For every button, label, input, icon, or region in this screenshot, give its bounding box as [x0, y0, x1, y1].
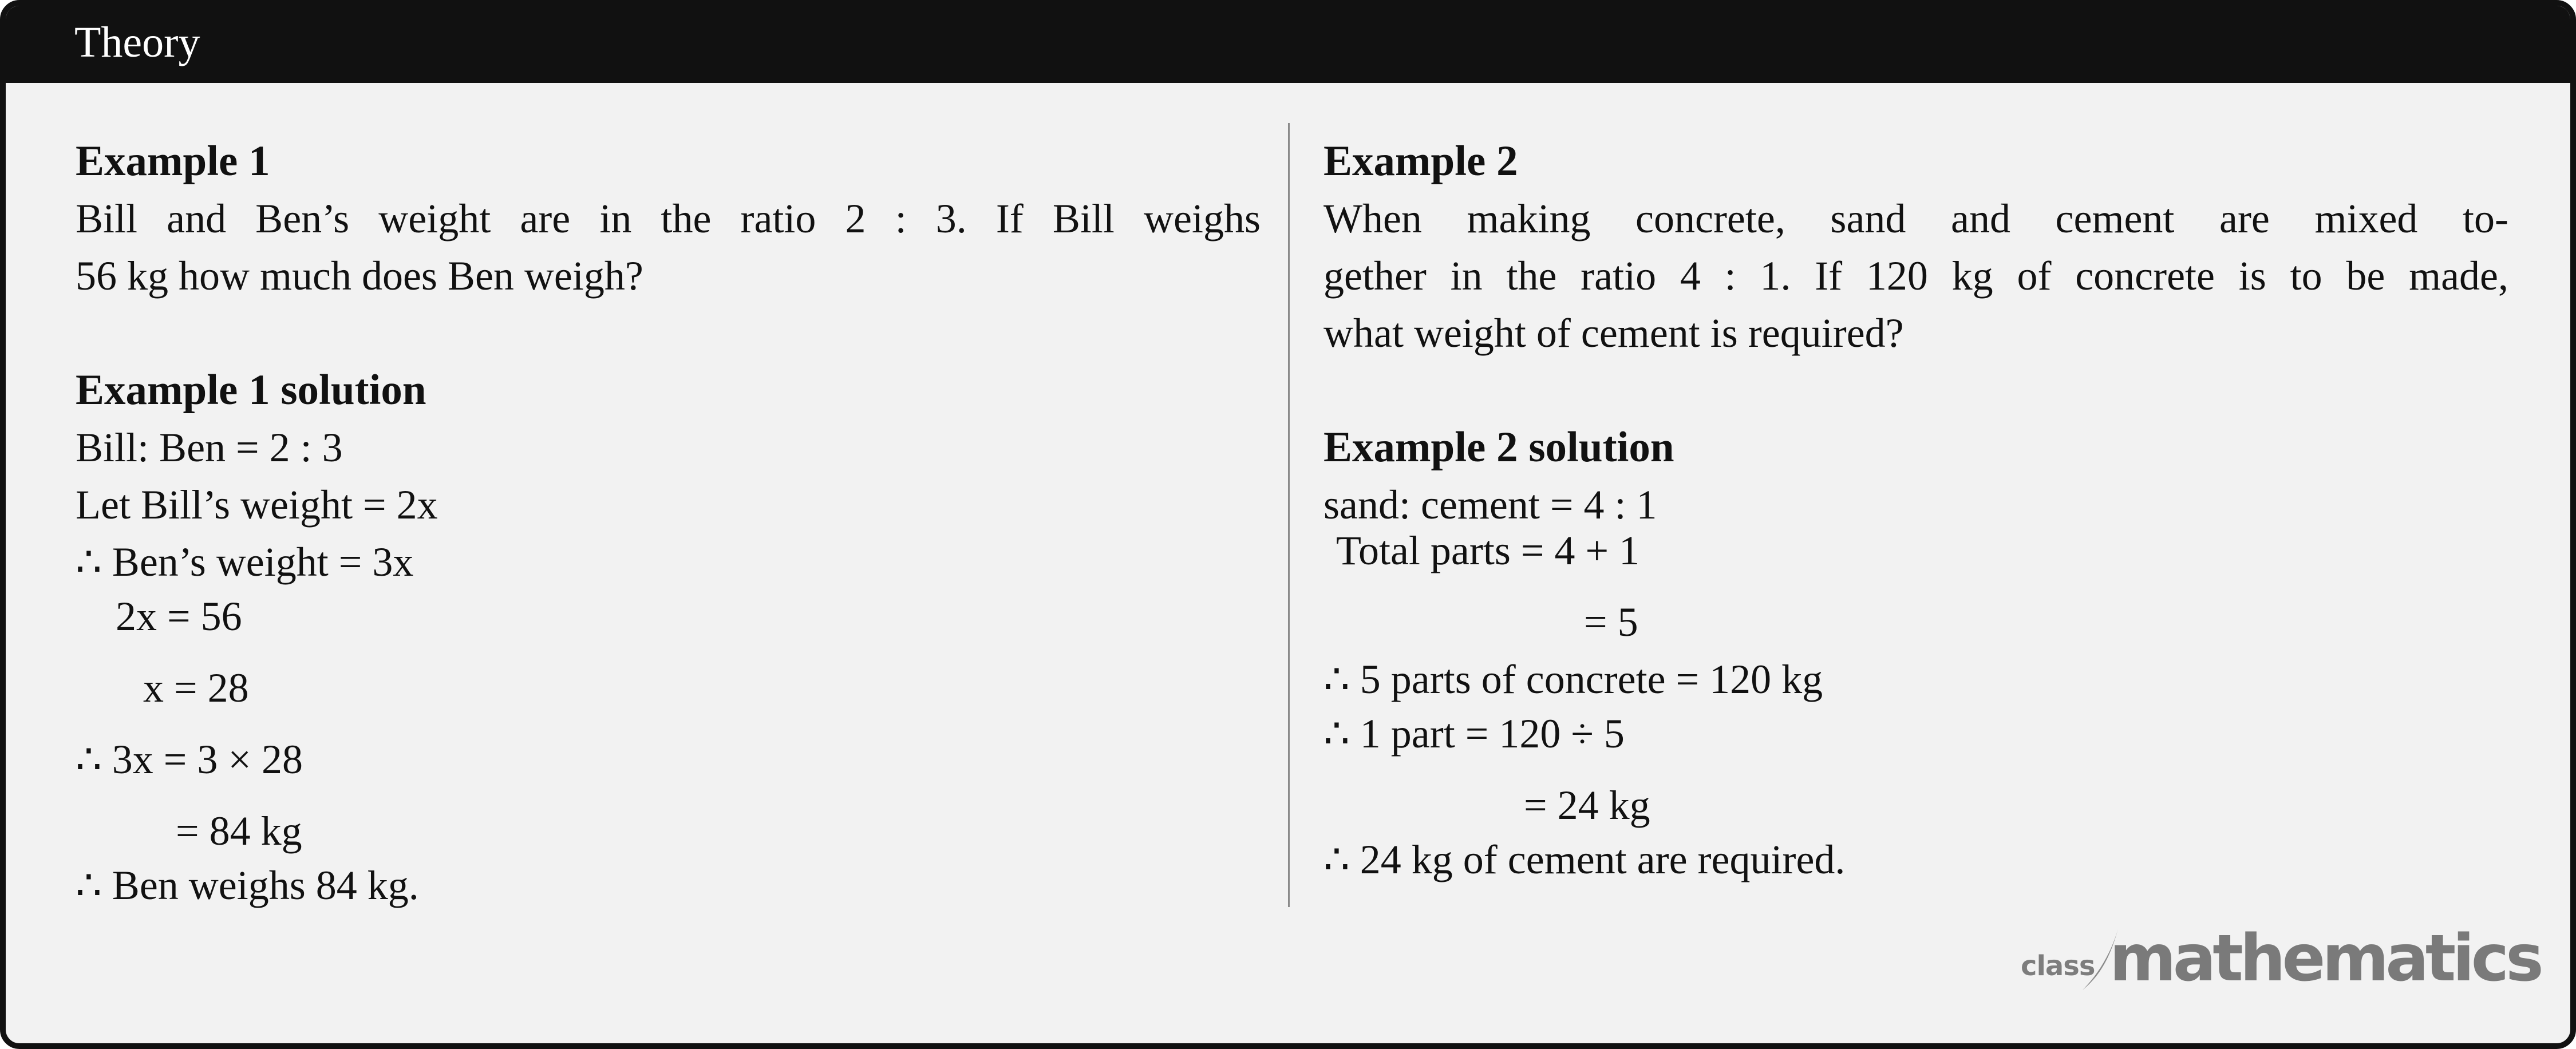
example-1-step: = 84 kg: [176, 808, 302, 854]
example-1-step: ∴ Ben’s weight = 3x: [76, 539, 414, 585]
example-2-step: ∴ 5 parts of concrete = 120 kg: [1323, 656, 1823, 702]
example-2-step: = 5: [1584, 599, 1638, 645]
example-1-step: Bill: Ben = 2 : 3: [76, 425, 343, 470]
example-2-step: ∴ 1 part = 120 ÷ 5: [1323, 711, 1625, 757]
example-1-solution-title: Example 1 solution: [76, 366, 426, 414]
example-2-step: = 24 kg: [1524, 782, 1650, 828]
column-divider: [1288, 123, 1290, 907]
example-1-step: ∴ Ben weighs 84 kg.: [76, 862, 419, 908]
logo-class-text: class: [2021, 950, 2095, 982]
card-header: [6, 6, 2570, 83]
example-2-step: Total parts = 4 + 1: [1336, 528, 1640, 573]
example-2-question-line-1: When making concrete, sand and cement are mixed to-: [1323, 196, 2508, 242]
example-1-step: Let Bill’s weight = 2x: [76, 482, 438, 528]
example-2-solution-title: Example 2 solution: [1323, 423, 1674, 471]
example-1-question-line-2: 56 kg how much does Ben weigh?: [76, 253, 643, 299]
example-2-title: Example 2: [1323, 137, 1518, 185]
example-1-step: ∴ 3x = 3 × 28: [76, 737, 303, 782]
example-1-title: Example 1: [76, 137, 270, 185]
classmathematics-logo: [2009, 921, 2541, 1002]
example-1-question-line-1: Bill and Ben’s weight are in the ratio 2 : 3. If Bill weighs: [76, 196, 1261, 242]
example-2-question-line-3: what weight of cement is required?: [1323, 310, 1904, 356]
example-1-step: 2x = 56: [116, 593, 242, 639]
header-title: Theory: [74, 18, 200, 66]
example-2-step: ∴ 24 kg of cement are required.: [1323, 837, 1846, 882]
example-2-step: sand: cement = 4 : 1: [1323, 482, 1657, 528]
example-1-step: x = 28: [143, 665, 249, 711]
logo-mathematics-text: mathematics: [2109, 921, 2541, 996]
example-2-question-line-2: gether in the ratio 4 : 1. If 120 kg of concrete is to be made,: [1323, 253, 2508, 299]
